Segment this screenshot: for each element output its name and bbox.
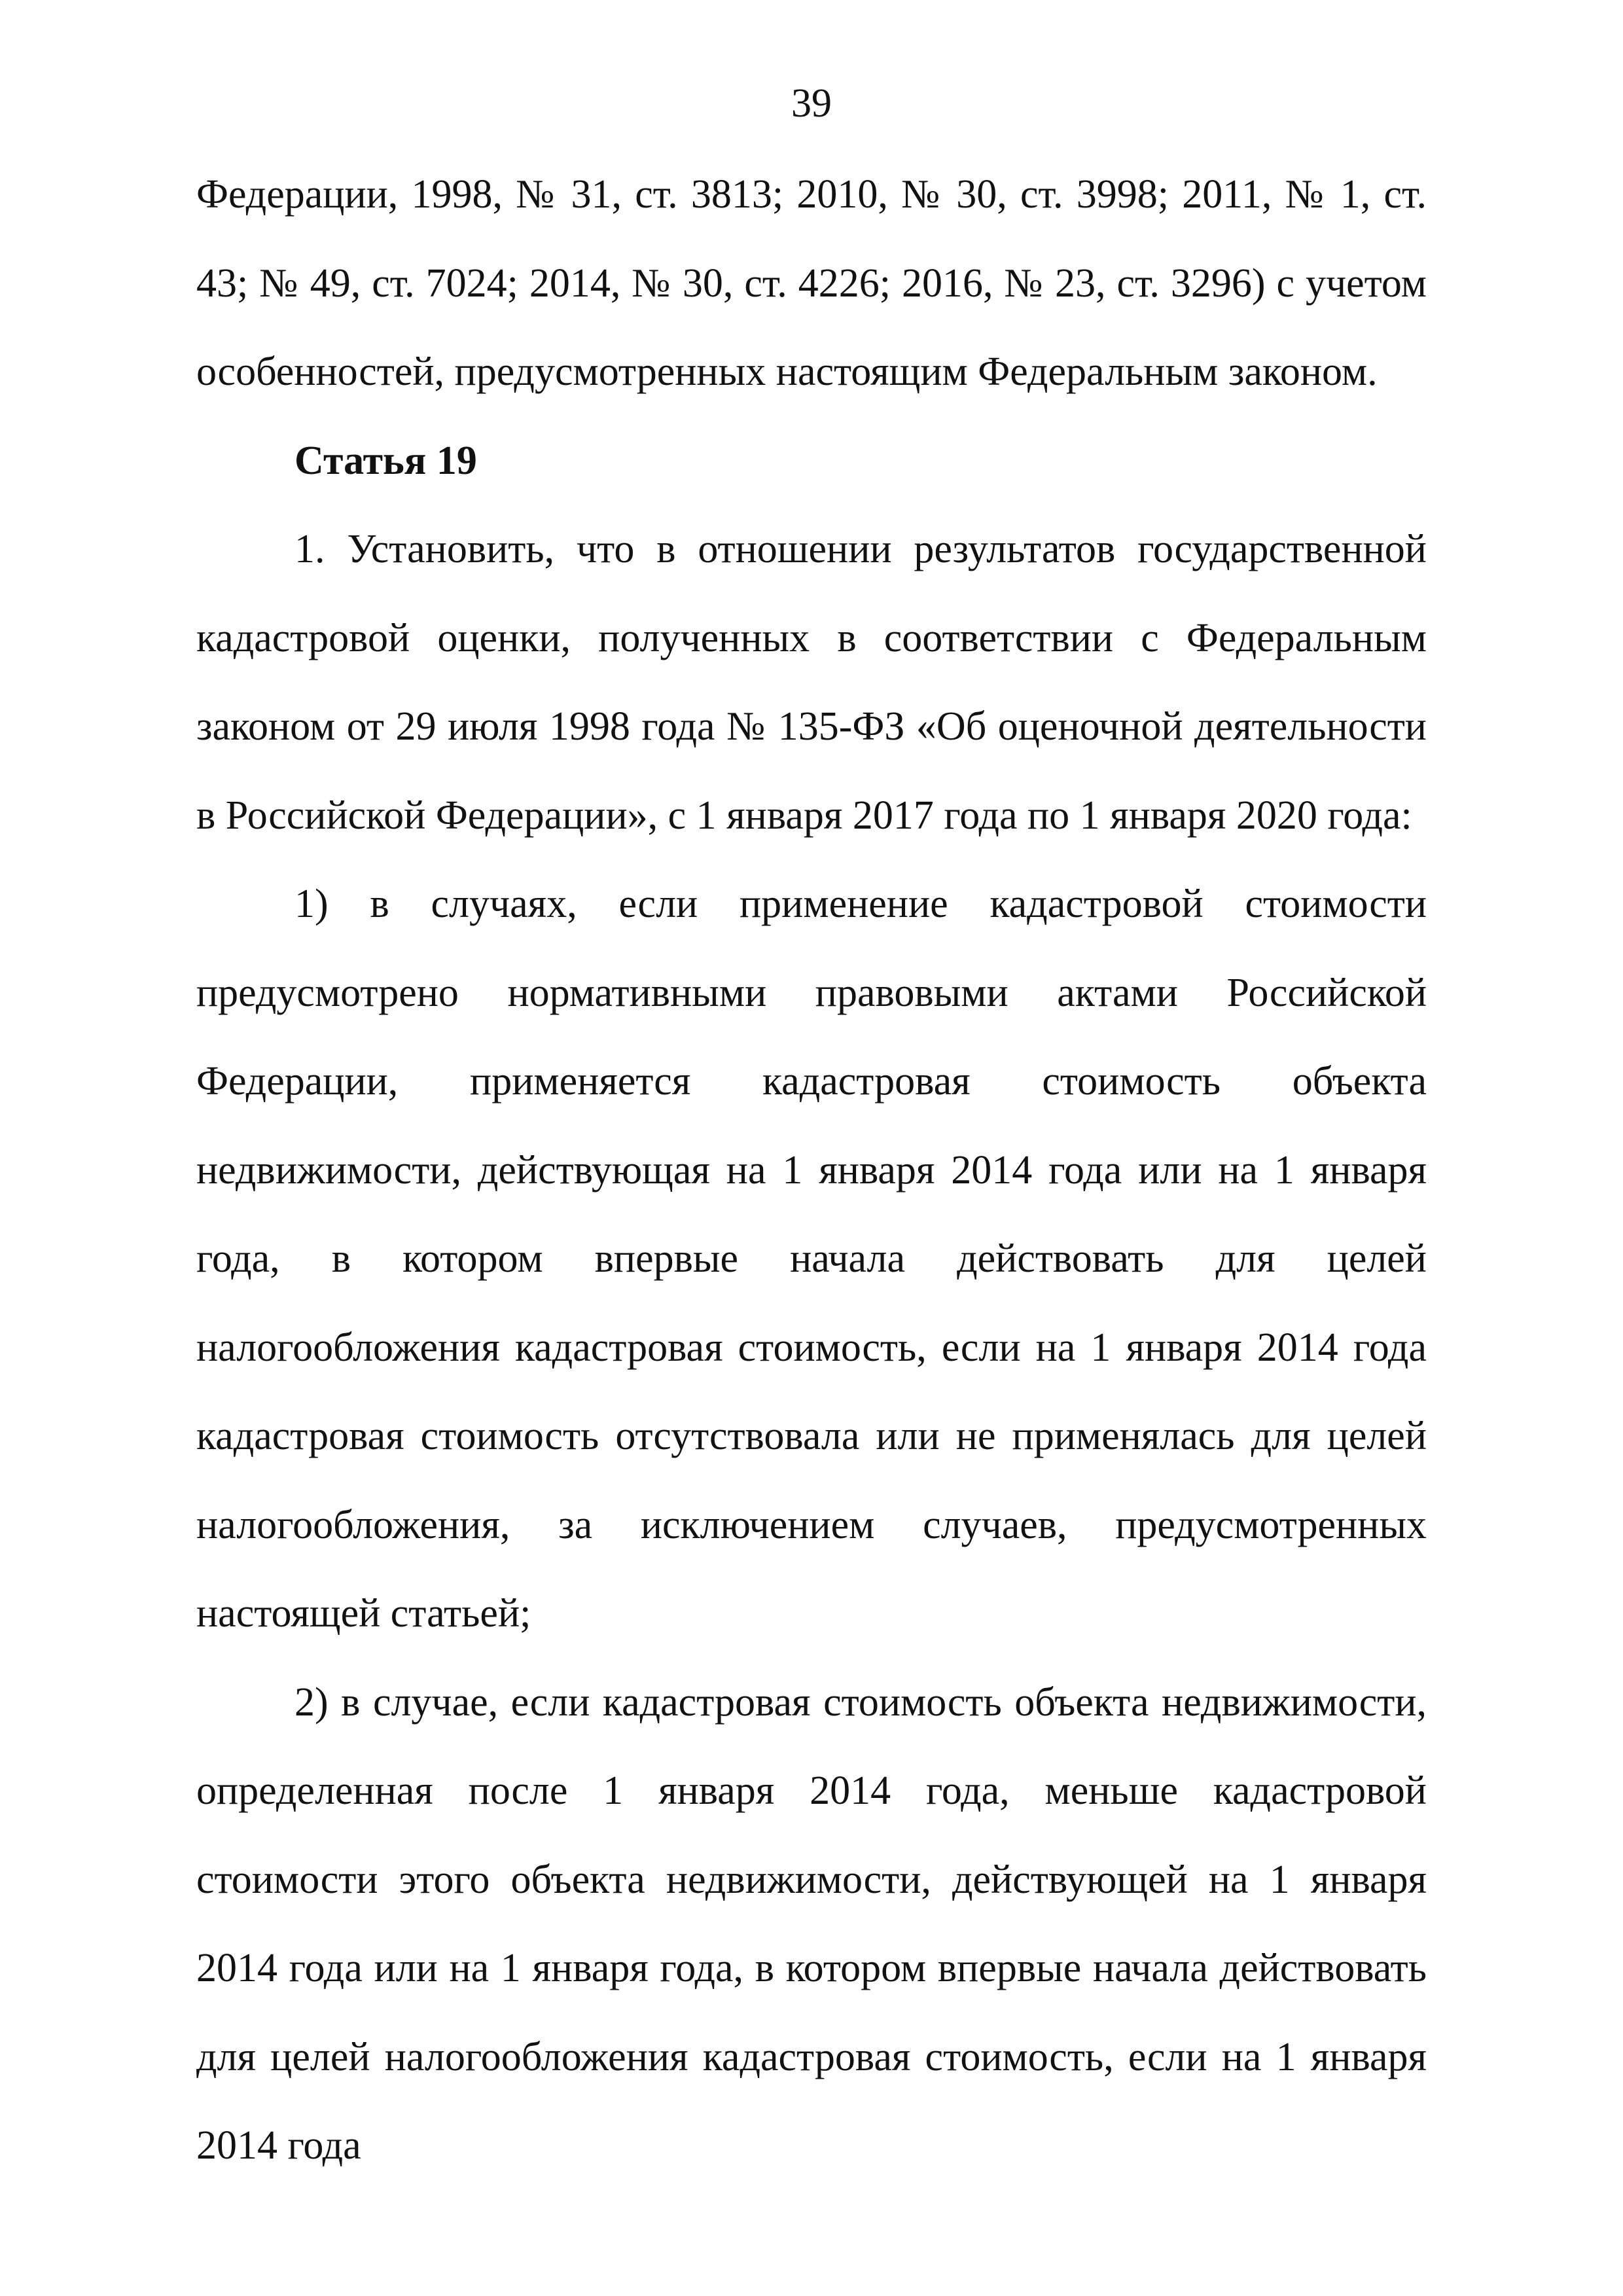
page-number: 39 — [791, 81, 832, 126]
paragraph-continuation: Федерации, 1998, № 31, ст. 3813; 2010, № 30, ст. 3998; 2011, № 1, ст. 43; № 49, ст. 7024; 2014, № 30, ст. 4226; 2016, № 23, ст. 3296) с учетом особенностей, предусмотренных настоящим Федеральным законом. — [196, 172, 1427, 394]
paragraph-clause-1: 1. Установить, что в отношении результатов государственной кадастровой оценки, полученных в соответствии с Федеральным законом от 29 июля 1998 года № 135-ФЗ «Об оценочной деятельности в Российской Федерации», с 1 января 2017 года по 1 января 2020 года: — [196, 527, 1427, 838]
paragraph-item-1: 1) в случаях, если применение кадастровой стоимости предусмотрено нормативными правовыми актами Российской Федерации, применяется кадастровая стоимость объекта недвижимости, действующая на 1 января 2014 года или на 1 января года, в котором впервые начала действовать для целей налогообложения кадастровая стоимость, если на 1 января 2014 года кадастровая стоимость отсутствовала или не применялась для целей налогообложения, за исключением случаев, предусмотренных настоящей статьей; — [196, 882, 1427, 1636]
document-body — [196, 151, 1427, 2191]
paragraph-item-2: 2) в случае, если кадастровая стоимость объекта недвижимости, определенная после 1 января 2014 года, меньше кадастровой стоимости этого объекта недвижимости, действующей на 1 января 2014 года или на 1 января года, в котором впервые начала действовать для целей налогообложения кадастровая стоимость, если на 1 января 2014 года — [196, 1679, 1427, 2168]
article-heading: Статья 19 — [294, 438, 477, 483]
